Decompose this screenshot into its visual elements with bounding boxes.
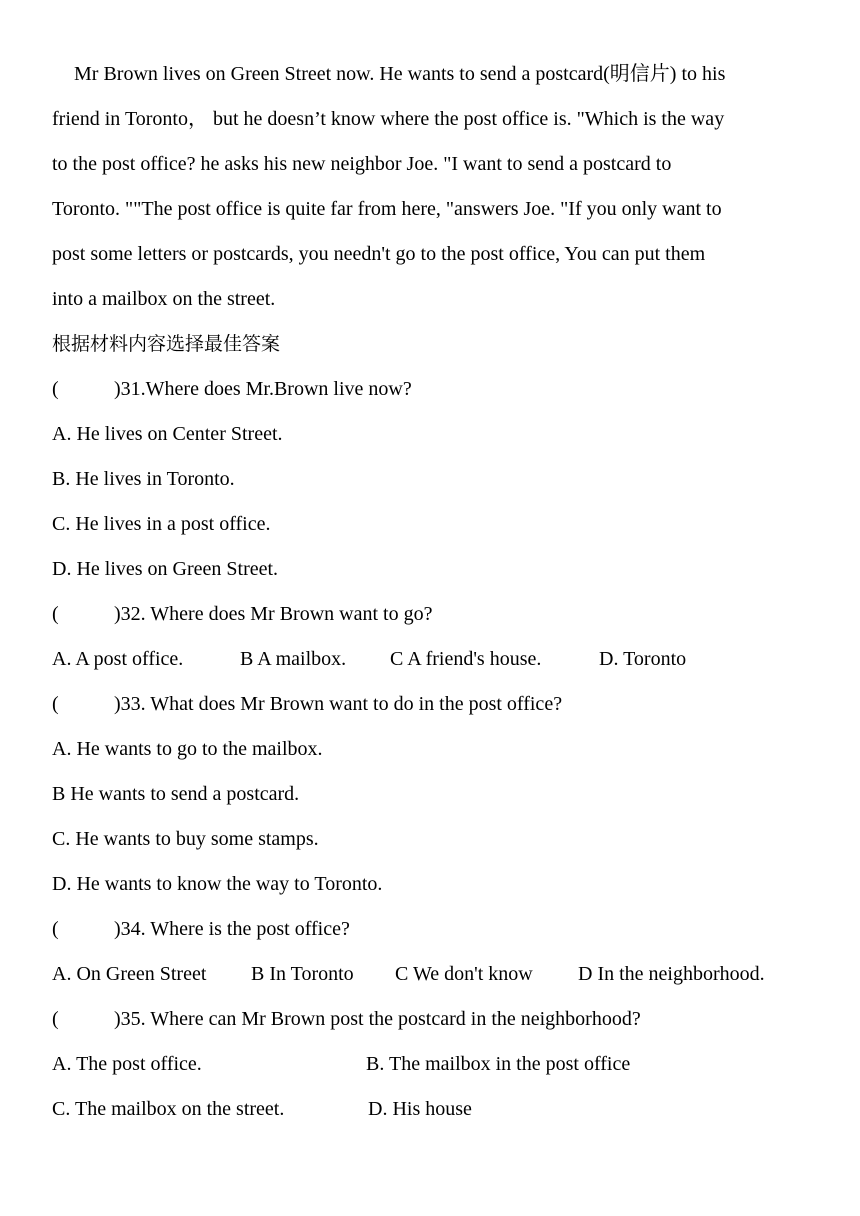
option: B. The mailbox in the post office [366,1053,631,1075]
question-text: )33. What does Mr Brown want to do in the post office? [114,693,563,715]
reading-passage [52,52,792,322]
answer-bracket[interactable]: ( [52,693,59,715]
option: A. On Green Street [52,963,207,985]
passage-line: Mr Brown lives on Green Street now. He wants to send a postcard(明信片) to his [74,63,726,85]
option: C A friend's house. [390,648,542,670]
option: D. He lives on Green Street. [52,558,279,580]
option: D. His house [368,1098,472,1120]
question-31 [52,367,792,412]
option: D. Toronto [599,648,687,670]
options-row [52,637,792,682]
option: D In the neighborhood. [578,963,765,985]
option: C. He lives in a post office. [52,513,271,535]
question-35 [52,997,792,1042]
options-row [52,1042,792,1087]
option: C. He wants to buy some stamps. [52,828,319,850]
option: A. The post office. [52,1053,202,1075]
passage-line: friend in Toronto， but he doesn’t know where the post office is. "Which is the way [52,108,725,130]
instruction: 根据材料内容选择最佳答案 [52,333,281,355]
passage-line: to the post office? he asks his new neighbor Joe. "I want to send a postcard to [52,153,672,175]
option: B A mailbox. [240,648,347,670]
question-text: )31.Where does Mr.Brown live now? [114,378,412,400]
option: B In Toronto [251,963,354,985]
option: C We don't know [395,963,533,985]
passage-line: post some letters or postcards, you needn't go to the post office, You can put them [52,243,706,265]
passage-line: into a mailbox on the street. [52,288,276,310]
question-text: )35. Where can Mr Brown post the postcard in the neighborhood? [114,1008,641,1030]
passage-line: Toronto. ""The post office is quite far from here, "answers Joe. "If you only want to [52,198,722,220]
answer-bracket[interactable]: ( [52,603,59,625]
option: A. A post office. [52,648,184,670]
option: D. He wants to know the way to Toronto. [52,873,383,895]
answer-bracket[interactable]: ( [52,1008,59,1030]
question-33 [52,682,792,727]
options-row [52,1087,792,1132]
question-text: )34. Where is the post office? [114,918,350,940]
question-34 [52,907,792,952]
option: B. He lives in Toronto. [52,468,235,490]
question-text: )32. Where does Mr Brown want to go? [114,603,433,625]
option: C. The mailbox on the street. [52,1098,285,1120]
answer-bracket[interactable]: ( [52,918,59,940]
option: B He wants to send a postcard. [52,783,300,805]
document-page [52,52,792,1132]
option: A. He wants to go to the mailbox. [52,738,323,760]
question-32 [52,592,792,637]
option: A. He lives on Center Street. [52,423,283,445]
answer-bracket[interactable]: ( [52,378,59,400]
options-row [52,952,792,997]
